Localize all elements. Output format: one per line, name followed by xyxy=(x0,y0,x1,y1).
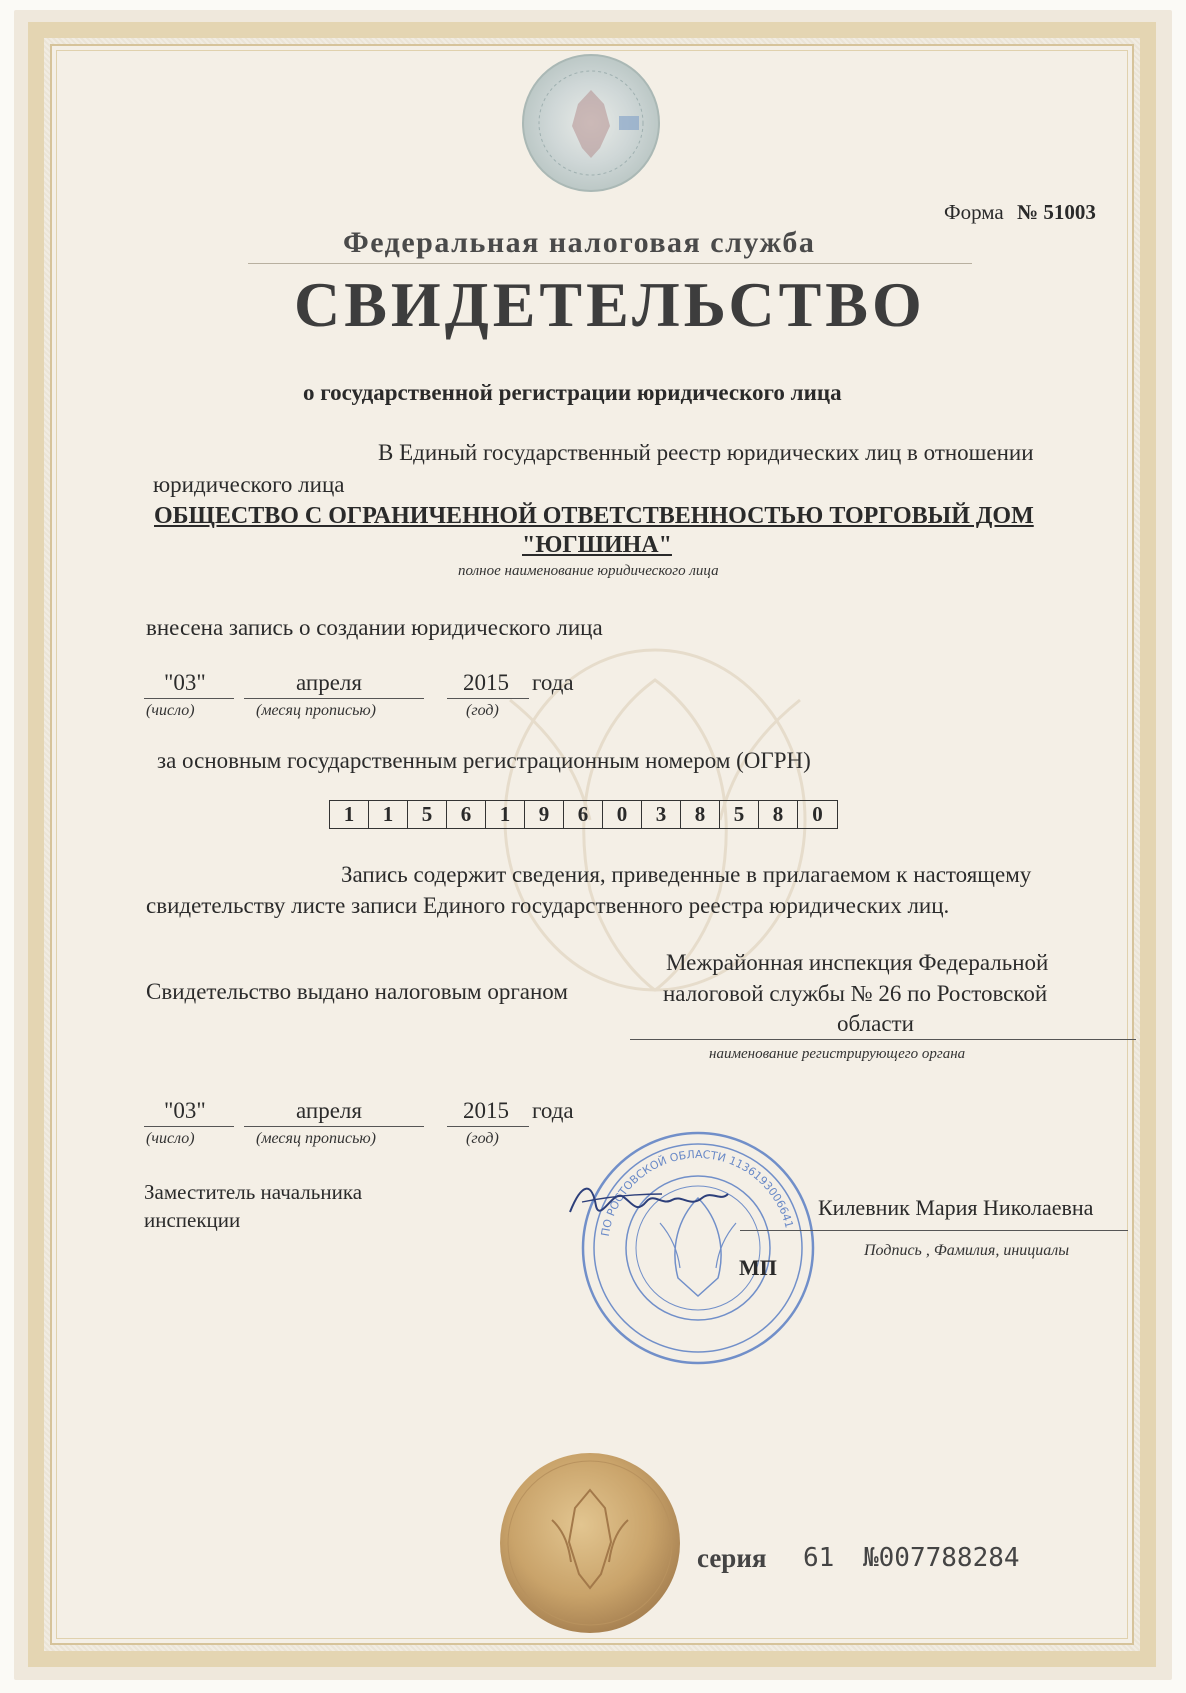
issue-month-caption: (месяц прописью) xyxy=(256,1130,376,1147)
issue-year: 2015 xyxy=(463,1098,509,1123)
form-number xyxy=(944,200,1096,225)
record-day-caption: (число) xyxy=(146,702,195,719)
issue-day: "03" xyxy=(164,1098,206,1123)
ogrn-digit: 8 xyxy=(759,801,798,828)
hologram-emblem-icon xyxy=(520,52,662,194)
series-label: серия xyxy=(697,1543,767,1573)
stamp-mark: МП xyxy=(739,1255,777,1280)
ogrn-number xyxy=(329,800,838,829)
ogrn-digit: 0 xyxy=(603,801,642,828)
signatory-name: Килевник Мария Николаевна xyxy=(818,1195,1094,1220)
header-rule xyxy=(248,263,972,264)
ogrn-digit: 6 xyxy=(447,801,486,828)
record-year: 2015 xyxy=(463,670,509,695)
ogrn-statement: за основным государственным регистрационным номером (ОГРН) xyxy=(157,748,811,773)
ogrn-digit: 1 xyxy=(330,801,369,828)
record-month-caption: (месяц прописью) xyxy=(256,702,376,719)
ogrn-digit: 3 xyxy=(642,801,681,828)
issue-year-suffix: года xyxy=(532,1098,574,1123)
issuer-name-line-1: Межрайонная инспекция Федеральной xyxy=(666,950,1049,975)
signatory-position-line-1: Заместитель начальника xyxy=(144,1180,363,1204)
signature-caption: Подпись , Фамилия, инициалы xyxy=(864,1242,1070,1259)
official-stamp xyxy=(578,1128,818,1368)
series-value: 61 xyxy=(803,1543,835,1573)
page-title: СВИДЕТЕЛЬСТВО xyxy=(294,269,926,340)
issue-month: апреля xyxy=(296,1098,362,1123)
issue-month-line xyxy=(244,1126,424,1127)
page-subtitle: о государственной регистрации юридического лица xyxy=(303,380,842,405)
ogrn-digit: 1 xyxy=(486,801,525,828)
issuer-name-line-2: налоговой службы № 26 по Ростовской xyxy=(663,981,1048,1006)
record-month: апреля xyxy=(296,670,362,695)
record-year-caption: (год) xyxy=(466,702,499,719)
intro-line-2: юридического лица xyxy=(153,472,345,497)
gold-seal-icon xyxy=(497,1450,683,1636)
ogrn-digit: 0 xyxy=(812,802,823,826)
form-number-value: № 51003 xyxy=(1017,200,1096,224)
ogrn-digit: 5 xyxy=(720,801,759,828)
intro-line-1: В Единый государственный реестр юридических лиц в отношении xyxy=(378,440,1034,465)
stamp-text: ПО РОСТОВСКОЙ ОБЛАСТИ 1136193006641 xyxy=(598,1147,796,1238)
record-day-line xyxy=(144,698,234,699)
record-month-line xyxy=(244,698,424,699)
contents-line-1: Запись содержит сведения, приведенные в прилагаемом к настоящему xyxy=(341,862,1032,887)
issue-year-line xyxy=(447,1126,529,1127)
ogrn-digit: 9 xyxy=(525,801,564,828)
certificate-number: №007788284 xyxy=(863,1543,1020,1573)
form-label: Форма xyxy=(944,200,1004,224)
record-day: "03" xyxy=(164,670,206,695)
issuer-name-line-3: области xyxy=(837,1011,914,1036)
ogrn-digit: 5 xyxy=(408,801,447,828)
issue-day-line xyxy=(144,1126,234,1127)
agency-name: Федеральная налоговая служба xyxy=(343,226,816,259)
record-year-suffix: года xyxy=(532,670,574,695)
entity-name-caption: полное наименование юридического лица xyxy=(458,563,719,579)
contents-line-2: свидетельству листе записи Единого государственного реестра юридических лиц. xyxy=(146,893,950,918)
entity-name-line-1: ОБЩЕСТВО С ОГРАНИЧЕННОЙ ОТВЕТСТВЕННОСТЬЮ ТОРГОВЫЙ ДОМ xyxy=(154,503,1034,529)
signature xyxy=(562,1172,732,1232)
issue-year-caption: (год) xyxy=(466,1130,499,1147)
signature-line xyxy=(740,1230,1128,1231)
issuer-caption: наименование регистрирующего органа xyxy=(709,1046,966,1062)
entity-name-line-2: "ЮГШИНА" xyxy=(522,532,672,558)
ogrn-digit: 6 xyxy=(564,801,603,828)
signatory-position-line-2: инспекции xyxy=(144,1208,241,1232)
record-year-line xyxy=(447,698,529,699)
issuer-label: Свидетельство выдано налоговым органом xyxy=(146,979,568,1004)
issue-day-caption: (число) xyxy=(146,1130,195,1147)
record-statement: внесена запись о создании юридического лица xyxy=(146,615,603,640)
issuer-line xyxy=(630,1039,1136,1040)
ogrn-digit: 1 xyxy=(369,801,408,828)
ogrn-digit: 8 xyxy=(681,801,720,828)
